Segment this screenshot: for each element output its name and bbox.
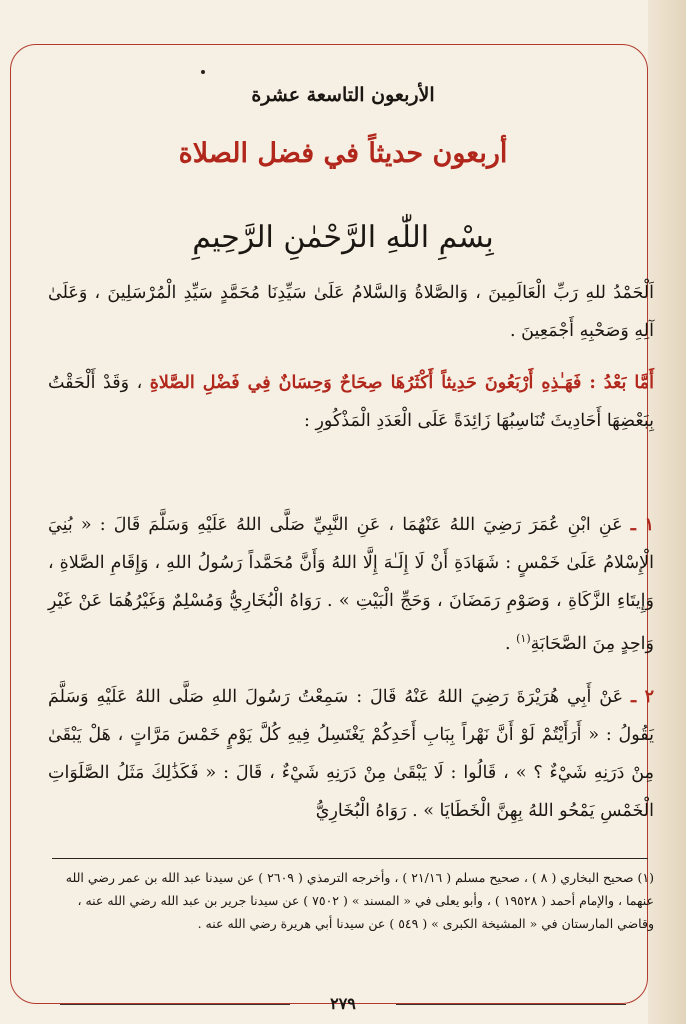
hadith-1-number: ١ ـ: [630, 515, 654, 535]
basmala: بِسْمِ اللّٰهِ الرَّحْمٰنِ الرَّحِيمِ: [192, 220, 494, 255]
hadith-2-text: عَنْ أَبِي هُرَيْرَةَ رَضِيَ اللهُ عَنْهُ قَالَ : سَمِعْتُ رَسُولَ اللهِ صَلَّى اللهُ عَلَيْهِ وَسَلَّمَ يَقُولُ : « أَرَأَيْتُمْ لَوْ أَنَّ نَهْراً بِبَابِ أَحَدِكُمْ يَغْتَسِلُ فِيهِ كُلَّ يَوْمٍ خَمْسَ مَرَّاتٍ ، هَلْ يَبْقَىٰ مِنْ دَرَنِهِ شَيْءٌ ؟ » ، قَالُوا : لَا يَبْقَىٰ مِنْ دَرَنِهِ شَيْءٌ ، قَالَ : « فَكَذَٰلِكَ مَثَلُ الصَّلَوَاتِ الْخَمْسِ يَمْحُو اللهُ بِهِنَّ الْخَطَايَا » . رَوَاهُ الْبُخَارِيُّ: [48, 687, 654, 821]
footnote-ref-1[interactable]: (١): [516, 632, 531, 645]
page-number-rule-right: [396, 1004, 626, 1005]
page-number: ٢٧٩: [330, 994, 356, 1013]
amma-baad-highlight: أَمَّا بَعْدُ : فَهَـٰذِهِ أَرْبَعُونَ حَدِيثاً أَكْثَرُهَا صِحَاحٌ وَحِسَانٌ فِي فَضْلِ الصَّلاةِ: [149, 373, 654, 393]
footnote-separator: [52, 858, 648, 859]
ink-dot: [201, 70, 205, 74]
hadith-2-number: ٢ ـ: [630, 687, 654, 707]
hadith-1-text: عَنِ ابْنِ عُمَرَ رَضِيَ اللهُ عَنْهُمَا ، عَنِ النَّبِيِّ صَلَّى اللهُ عَلَيْهِ وَسَلَّمَ قَالَ : « بُنِيَ الْإِسْلامُ عَلَىٰ خَمْسٍ : شَهَادَةِ أَنْ لَا إِلَـٰهَ إِلَّا اللهُ وَأَنَّ مُحَمَّداً رَسُولُ اللهِ ، وَإِقَامِ الصَّلاةِ ، وَإِيتَاءِ الزَّكَاةِ ، وَصَوْمِ رَمَضَانَ ، وَحَجِّ الْبَيْتِ » . رَوَاهُ الْبُخَارِيُّ وَمُسْلِمٌ وَغَيْرُهُمَا عَنْ غَيْرِ وَاحِدٍ مِنَ الصَّحَابَةِ: [48, 515, 654, 654]
footnote-1: (١) صحيح البخاري ( ٨ ) ، صحيح مسلم ( ٢١/١٦ ) ، وأخرجه الترمذي ( ٢٦٠٩ ) عن سيدنا عبد الله بن عمر رضي الله عنهما ، والإمام أحمد ( ١٩٥٢٨ ) ، وأبو يعلى في « المسند » ( ٧٥٠٢ ) عن سيدنا جرير بن عبد الله رضي الله عنه ، وقاضي المارستان في « المشيخة الكبرى » ( ٥٤٩ ) عن سيدنا أبي هريرة رضي الله عنه .: [65, 870, 654, 931]
hadith-2: [48, 678, 654, 830]
intro-paragraph: اَلْحَمْدُ للهِ رَبِّ الْعَالَمِينَ ، وَالصَّلاةُ وَالسَّلامُ عَلَىٰ سَيِّدِنَا مُحَمَّدٍ سَيِّدِ الْمُرْسَلِينَ ، وَعَلَىٰ آلِهِ وَصَحْبِهِ أَجْمَعِينَ .: [48, 283, 654, 341]
chapter-title: أربعون حديثاً في فضل الصلاة: [178, 138, 508, 169]
page-number-row: [60, 994, 626, 1018]
running-header-title: الأربعون التاسعة عشرة: [251, 84, 435, 106]
hadith-1: ١ ـ عَنِ ابْنِ عُمَرَ رَضِيَ اللهُ عَنْهُمَا ، عَنِ النَّبِيِّ صَلَّى اللهُ عَلَيْهِ وَسَلَّمَ قَالَ : « بُنِيَ الْإِسْلامُ عَلَىٰ خَمْسٍ : شَهَادَةِ أَنْ لَا إِلَـٰهَ إِلَّا اللهُ وَأَنَّ مُحَمَّداً رَسُولُ اللهِ ، وَإِقَامِ الصَّلاةِ ، وَإِيتَاءِ الزَّكَاةِ ، وَصَوْمِ رَمَضَانَ ، وَحَجِّ الْبَيْتِ » . رَوَاهُ الْبُخَارِيُّ وَمُسْلِمٌ وَغَيْرُهُمَا عَنْ غَيْرِ وَاحِدٍ مِنَ الصَّحَابَةِ$^{(١)}$ .: [48, 515, 654, 654]
amma-baad-paragraph: [48, 364, 654, 440]
amma-baad-rest: ، وَقَدْ أَلْحَقْتُ بِبَعْضِهَا أَحَادِيثَ تُنَاسِبُهَا زَائِدَةً عَلَى الْعَدَدِ الْمَذْكُورِ :: [48, 373, 654, 431]
